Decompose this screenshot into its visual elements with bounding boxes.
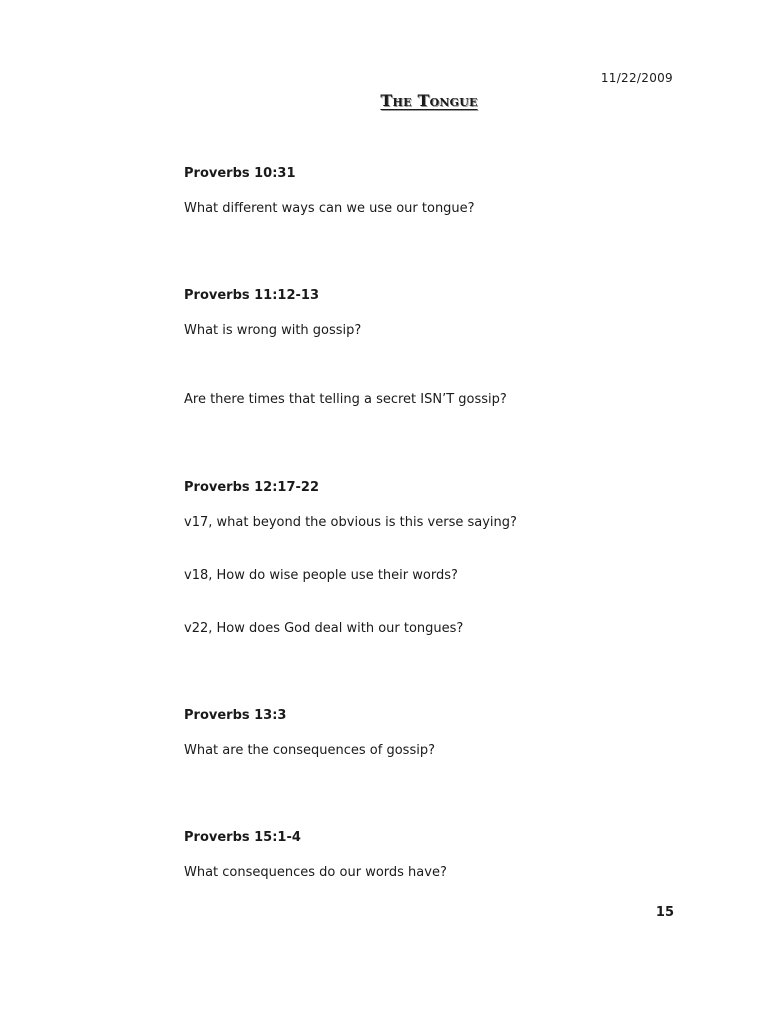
section-reference: Proverbs 12:17-22 bbox=[184, 480, 320, 495]
section-question: v22, How does God deal with our tongues? bbox=[184, 621, 464, 636]
section-question: What consequences do our words have? bbox=[184, 865, 447, 880]
section-question: What different ways can we use our tongue? bbox=[184, 201, 475, 216]
section-question: What are the consequences of gossip? bbox=[184, 743, 435, 758]
section-reference: Proverbs 15:1-4 bbox=[184, 830, 301, 845]
section-question: What is wrong with gossip? bbox=[184, 323, 362, 338]
section-reference: Proverbs 10:31 bbox=[184, 166, 296, 181]
page-title: The Tongue bbox=[380, 91, 478, 110]
section-reference: Proverbs 13:3 bbox=[184, 708, 287, 723]
section-question: v17, what beyond the obvious is this verse saying? bbox=[184, 515, 517, 530]
section-question: v18, How do wise people use their words? bbox=[184, 568, 458, 583]
section-question: Are there times that telling a secret ISN’T gossip? bbox=[184, 392, 507, 407]
page-number: 15 bbox=[655, 905, 674, 920]
date: 11/22/2009 bbox=[600, 71, 673, 85]
section-reference: Proverbs 11:12-13 bbox=[184, 288, 320, 303]
